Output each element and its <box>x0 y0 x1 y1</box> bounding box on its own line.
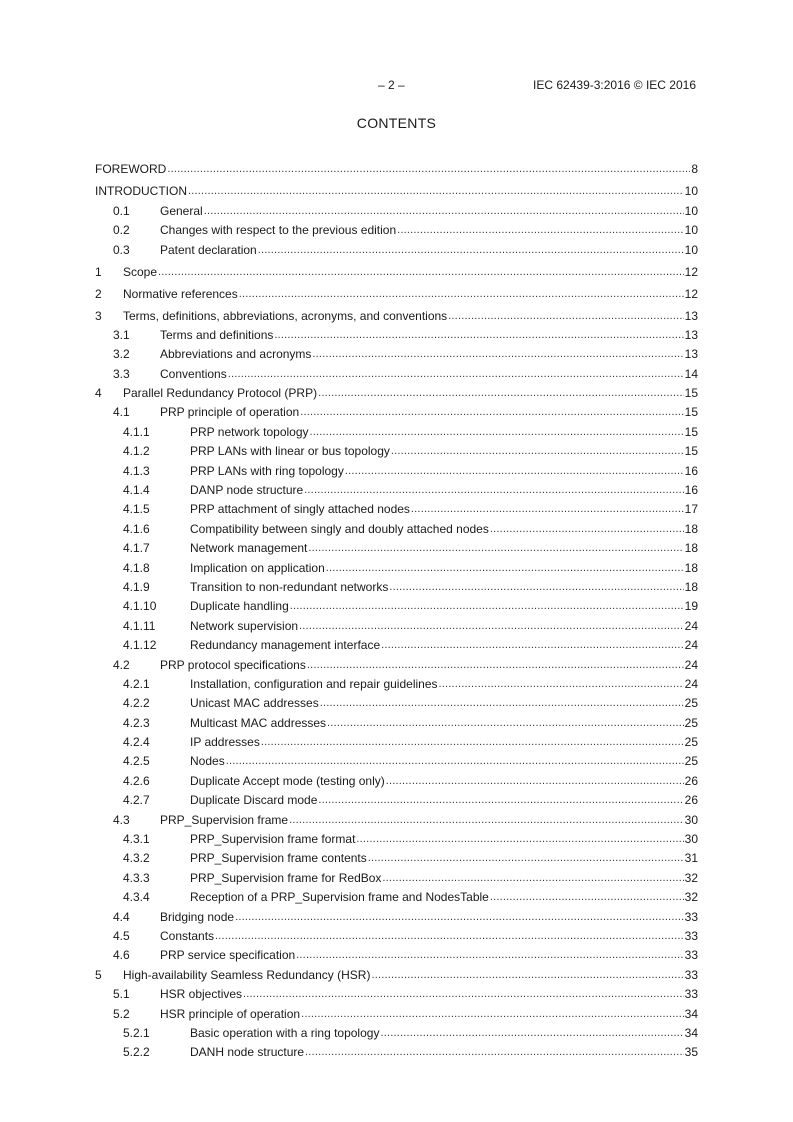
toc-entry-number: 4.1.3 <box>123 463 150 478</box>
toc-dot-leader <box>310 425 684 439</box>
toc-dot-leader <box>158 265 684 279</box>
toc-entry-title: Conventions <box>160 366 227 381</box>
toc-entry-page: 13 <box>684 327 698 342</box>
toc-entry-number: 3.1 <box>113 327 130 342</box>
toc-entry[interactable] <box>95 516 698 535</box>
toc-entry-title: Reception of a PRP_Supervision frame and NodesTable <box>190 890 489 905</box>
toc-entry-title: PRP_Supervision frame contents <box>190 851 367 866</box>
toc-entry-number: 0.3 <box>113 242 130 257</box>
toc-entry-number: 4 <box>95 386 102 401</box>
toc-entry-page: 34 <box>684 1006 698 1021</box>
toc-entry-title: Duplicate Accept mode (testing only) <box>190 773 385 788</box>
toc-entry[interactable] <box>95 924 698 943</box>
toc-entry-number: 5.2 <box>113 1006 130 1021</box>
toc-entry[interactable] <box>95 575 698 594</box>
toc-entry-number: 3.2 <box>113 347 130 362</box>
toc-entry-number: 4.1.5 <box>123 502 150 517</box>
toc-entry-title: Changes with respect to the previous edition <box>160 223 397 238</box>
toc-entry-title: FOREWORD <box>95 162 167 177</box>
toc-entry-page: 25 <box>684 715 698 730</box>
toc-entry-page: 25 <box>684 696 698 711</box>
toc-dot-leader <box>167 162 690 176</box>
toc-dot-leader <box>448 309 683 323</box>
toc-entry-number: 4.1.9 <box>123 579 150 594</box>
toc-entry-page: 17 <box>684 502 698 517</box>
toc-entry-title: Implication on application <box>190 560 325 575</box>
toc-entry-title: Parallel Redundancy Protocol (PRP) <box>123 386 318 401</box>
toc-entry-number: 4.2.2 <box>123 696 150 711</box>
toc-entry[interactable] <box>95 555 698 574</box>
toc-entry-title: Abbreviations and acronyms <box>160 347 312 362</box>
toc-entry-page: 13 <box>684 308 698 323</box>
toc-entry-title: PRP protocol specifications <box>160 657 306 672</box>
toc-entry-title: Basic operation with a ring topology <box>190 1025 380 1040</box>
toc-dot-leader <box>389 580 683 594</box>
toc-entry[interactable] <box>95 1001 698 1020</box>
toc-entry-page: 16 <box>684 483 698 498</box>
toc-entry-title: Duplicate Discard mode <box>190 793 318 808</box>
toc-entry-title: Network management <box>190 541 308 556</box>
toc-entry[interactable] <box>95 710 698 729</box>
toc-entry-page: 18 <box>684 579 698 594</box>
toc-dot-leader <box>345 464 684 478</box>
toc-dot-leader <box>382 871 683 885</box>
toc-entry[interactable] <box>95 303 698 322</box>
toc-entry[interactable] <box>95 342 698 361</box>
toc-entry-title: HSR principle of operation <box>160 1006 301 1021</box>
toc-entry-page: 32 <box>684 890 698 905</box>
toc-dot-leader <box>258 243 684 257</box>
toc-entry-title: Duplicate handling <box>190 599 289 614</box>
toc-entry-number: 4.2.3 <box>123 715 150 730</box>
toc-entry[interactable] <box>95 157 698 176</box>
toc-entry-number: 4.1.6 <box>123 521 150 536</box>
toc-dot-leader <box>274 328 683 342</box>
toc-entry-page: 26 <box>684 773 698 788</box>
toc-dot-leader <box>289 813 684 827</box>
toc-entry-title: Bridging node <box>160 909 235 924</box>
toc-entry-title: Nodes <box>190 754 225 769</box>
toc-entry[interactable] <box>95 478 698 497</box>
toc-dot-leader <box>261 735 684 749</box>
toc-dot-leader <box>386 774 684 788</box>
toc-dot-leader <box>318 386 684 400</box>
toc-entry[interactable] <box>95 807 698 826</box>
toc-entry-title: INTRODUCTION <box>95 184 187 199</box>
toc-dot-leader <box>368 851 684 865</box>
toc-entry-number: 4.2 <box>113 657 130 672</box>
toc-entry-page: 18 <box>684 521 698 536</box>
toc-entry[interactable] <box>95 361 698 380</box>
toc-entry[interactable] <box>95 730 698 749</box>
toc-entry-number: 4.1.12 <box>123 638 157 653</box>
toc-entry-number: 4.2.1 <box>123 676 150 691</box>
toc-entry-number: 4.2.5 <box>123 754 150 769</box>
toc-entry[interactable] <box>95 943 698 962</box>
toc-entry-page: 10 <box>684 184 698 199</box>
page-number: – 2 – <box>378 78 405 92</box>
toc-entry-title: Network supervision <box>190 618 299 633</box>
toc-dot-leader <box>312 347 683 361</box>
toc-entry[interactable] <box>95 259 698 278</box>
toc-entry-title: Normative references <box>123 286 238 301</box>
toc-dot-leader <box>326 561 684 575</box>
toc-entry-number: 4.3.2 <box>123 851 150 866</box>
toc-dot-leader <box>371 968 683 982</box>
table-of-contents <box>95 157 698 1059</box>
toc-entry[interactable] <box>95 962 698 981</box>
toc-entry-title: PRP_Supervision frame <box>160 812 289 827</box>
toc-entry-number: 4.3.1 <box>123 832 150 847</box>
toc-entry[interactable] <box>95 904 698 923</box>
toc-entry-number: 4.1 <box>113 405 130 420</box>
toc-entry-page: 31 <box>684 851 698 866</box>
toc-entry[interactable] <box>95 846 698 865</box>
toc-entry[interactable] <box>95 827 698 846</box>
toc-entry-title: Scope <box>123 264 158 279</box>
toc-entry-page: 33 <box>684 987 698 1002</box>
toc-entry-number: 4.1.2 <box>123 444 150 459</box>
toc-entry[interactable] <box>95 198 698 217</box>
toc-entry-title: PRP_Supervision frame for RedBox <box>190 870 382 885</box>
toc-entry-page: 33 <box>684 967 698 982</box>
toc-entry[interactable] <box>95 458 698 477</box>
toc-entry-title: General <box>160 203 203 218</box>
toc-entry-page: 33 <box>684 909 698 924</box>
toc-dot-leader <box>356 832 683 846</box>
toc-dot-leader <box>439 677 684 691</box>
toc-entry-title: Constants <box>160 929 215 943</box>
toc-entry-number: 4.2.7 <box>123 793 150 808</box>
toc-entry-number: 4.1.10 <box>123 599 157 614</box>
toc-entry[interactable] <box>95 691 698 710</box>
toc-entry-page: 15 <box>684 444 698 459</box>
toc-entry[interactable] <box>95 400 698 419</box>
toc-entry-number: 4.3.4 <box>123 890 150 905</box>
toc-entry-number: 3 <box>95 308 102 323</box>
toc-entry-page: 10 <box>684 223 698 238</box>
toc-entry-page: 33 <box>684 929 698 943</box>
toc-entry-page: 34 <box>684 1025 698 1040</box>
toc-dot-leader <box>215 929 684 943</box>
toc-entry-title: DANH node structure <box>190 1045 305 1060</box>
toc-entry-number: 4.1.4 <box>123 483 150 498</box>
toc-entry-title: DANP node structure <box>190 483 304 498</box>
toc-entry[interactable] <box>95 613 698 632</box>
toc-entry-number: 4.2.4 <box>123 735 150 750</box>
toc-dot-leader <box>381 638 684 652</box>
toc-entry-page: 33 <box>684 948 698 963</box>
toc-entry-page: 12 <box>684 286 698 301</box>
toc-entry-title: PRP LANs with ring topology <box>190 463 344 478</box>
toc-dot-leader <box>397 223 684 237</box>
toc-entry-number: 4.6 <box>113 948 130 963</box>
toc-entry-number: 5.2.1 <box>123 1025 150 1040</box>
toc-entry-page: 24 <box>684 657 698 672</box>
toc-entry-title: Terms, definitions, abbreviations, acronyms, and conventions <box>123 308 448 323</box>
toc-entry-number: 4.5 <box>113 929 130 943</box>
toc-entry-page: 24 <box>684 676 698 691</box>
toc-entry[interactable] <box>95 788 698 807</box>
toc-entry-number: 5.1 <box>113 987 130 1002</box>
toc-entry-number: 5 <box>95 967 102 982</box>
toc-entry[interactable] <box>95 218 698 237</box>
toc-entry-number: 5.2.2 <box>123 1045 150 1060</box>
toc-entry-page: 32 <box>684 870 698 885</box>
toc-dot-leader <box>327 716 684 730</box>
toc-entry[interactable] <box>95 179 698 198</box>
toc-entry[interactable] <box>95 536 698 555</box>
toc-entry[interactable] <box>95 497 698 516</box>
toc-entry-title: Unicast MAC addresses <box>190 696 319 711</box>
toc-entry[interactable] <box>95 439 698 458</box>
toc-dot-leader <box>300 405 683 419</box>
toc-dot-leader <box>299 619 684 633</box>
toc-dot-leader <box>307 658 684 672</box>
toc-entry-page: 16 <box>684 463 698 478</box>
toc-entry-number: 4.1.8 <box>123 560 150 575</box>
toc-entry-title: Redundancy management interface <box>190 638 381 653</box>
toc-entry-page: 15 <box>684 386 698 401</box>
toc-entry-page: 8 <box>691 162 698 177</box>
toc-entry-title: Multicast MAC addresses <box>190 715 327 730</box>
toc-entry-page: 13 <box>684 347 698 362</box>
toc-entry-page: 35 <box>684 1045 698 1060</box>
toc-dot-leader <box>226 754 684 768</box>
toc-entry-number: 0.1 <box>113 203 130 218</box>
toc-entry-title: Compatibility between singly and doubly attached nodes <box>190 521 489 536</box>
toc-entry-number: 4.3 <box>113 812 130 827</box>
toc-dot-leader <box>308 541 683 555</box>
toc-entry[interactable] <box>95 237 698 256</box>
toc-dot-leader <box>188 184 684 198</box>
toc-dot-leader <box>411 502 684 516</box>
toc-entry[interactable] <box>95 885 698 904</box>
toc-dot-leader <box>305 1045 684 1059</box>
toc-entry-number: 4.2.6 <box>123 773 150 788</box>
toc-entry-number: 4.1.7 <box>123 541 150 556</box>
toc-entry-page: 25 <box>684 735 698 750</box>
toc-entry-page: 18 <box>684 560 698 575</box>
toc-entry-title: Installation, configuration and repair guidelines <box>190 676 438 691</box>
toc-dot-leader <box>204 204 684 218</box>
toc-dot-leader <box>380 1026 683 1040</box>
toc-dot-leader <box>235 910 684 924</box>
toc-entry-page: 30 <box>684 832 698 847</box>
toc-entry[interactable] <box>95 419 698 438</box>
toc-dot-leader <box>243 987 684 1001</box>
toc-entry-page: 14 <box>684 366 698 381</box>
toc-entry-title: PRP service specification <box>160 948 296 963</box>
toc-entry-title: PRP principle of operation <box>160 405 300 420</box>
toc-entry-page: 24 <box>684 618 698 633</box>
toc-entry[interactable] <box>95 323 698 342</box>
toc-dot-leader <box>490 522 684 536</box>
toc-entry[interactable] <box>95 982 698 1001</box>
toc-entry[interactable] <box>95 652 698 671</box>
toc-dot-leader <box>296 948 683 962</box>
toc-entry-title: PRP network topology <box>190 424 309 439</box>
toc-entry-title: Terms and definitions <box>160 327 274 342</box>
toc-entry[interactable] <box>95 865 698 884</box>
toc-entry-number: 2 <box>95 286 102 301</box>
contents-title: CONTENTS <box>356 115 437 131</box>
toc-entry[interactable] <box>95 381 698 400</box>
toc-dot-leader <box>301 1007 684 1021</box>
toc-entry[interactable] <box>95 281 698 300</box>
toc-entry-page: 30 <box>684 812 698 827</box>
toc-entry-page: 24 <box>684 638 698 653</box>
toc-entry-page: 18 <box>684 541 698 556</box>
toc-dot-leader <box>239 287 684 301</box>
toc-dot-leader <box>318 793 683 807</box>
toc-dot-leader <box>290 599 684 613</box>
toc-entry-title: HSR objectives <box>160 987 243 1002</box>
toc-entry-page: 19 <box>684 599 698 614</box>
toc-entry-number: 4.3.3 <box>123 870 150 885</box>
toc-entry[interactable] <box>95 594 698 613</box>
toc-dot-leader <box>320 696 684 710</box>
toc-entry-page: 10 <box>684 242 698 257</box>
toc-entry-title: High-availability Seamless Redundancy (HSR) <box>123 967 371 982</box>
toc-entry[interactable] <box>95 633 698 652</box>
toc-entry-title: IP addresses <box>190 735 260 750</box>
toc-dot-leader <box>490 890 684 904</box>
toc-entry[interactable] <box>95 672 698 691</box>
toc-entry[interactable] <box>95 1040 698 1059</box>
toc-entry-number: 4.1.11 <box>123 618 156 633</box>
toc-entry-page: 10 <box>684 203 698 218</box>
toc-entry-page: 15 <box>684 405 698 420</box>
toc-entry-page: 12 <box>684 264 698 279</box>
toc-entry-number: 3.3 <box>113 366 130 381</box>
toc-entry[interactable] <box>95 1021 698 1040</box>
toc-entry-number: 4.1.1 <box>123 424 150 439</box>
toc-entry-title: Patent declaration <box>160 242 257 257</box>
toc-entry-page: 26 <box>684 793 698 808</box>
toc-entry-title: PRP LANs with linear or bus topology <box>190 444 390 459</box>
toc-entry-page: 25 <box>684 754 698 769</box>
toc-entry-number: 1 <box>95 264 102 279</box>
toc-entry-title: Transition to non-redundant networks <box>190 579 389 594</box>
toc-dot-leader <box>228 367 684 381</box>
toc-entry-number: 4.4 <box>113 909 130 924</box>
toc-entry[interactable] <box>95 749 698 768</box>
toc-entry-page: 15 <box>684 424 698 439</box>
toc-entry-title: PRP_Supervision frame format <box>190 832 356 847</box>
toc-dot-leader <box>304 483 683 497</box>
toc-dot-leader <box>391 444 684 458</box>
toc-entry-title: PRP attachment of singly attached nodes <box>190 502 410 517</box>
document-identifier: IEC 62439-3:2016 © IEC 2016 <box>533 78 696 92</box>
toc-entry[interactable] <box>95 768 698 787</box>
toc-entry-number: 0.2 <box>113 223 130 238</box>
